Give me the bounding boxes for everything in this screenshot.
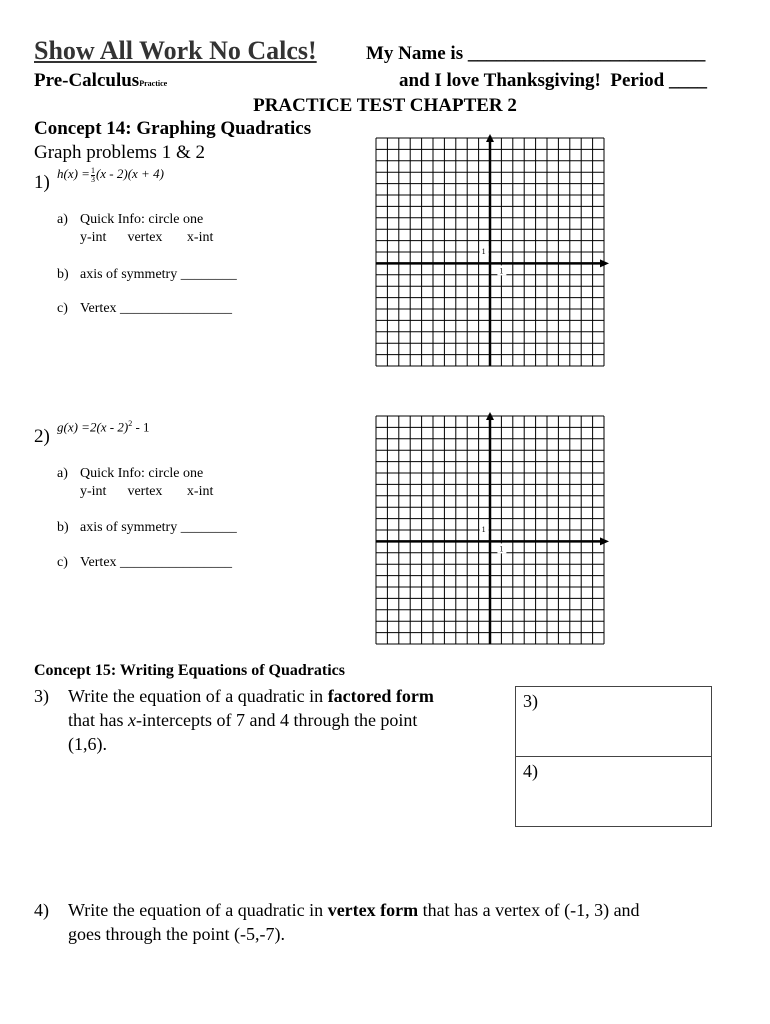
q3-bold: factored form xyxy=(327,686,434,706)
name-line xyxy=(366,43,705,65)
q4-pre: Write the equation of a quadratic in xyxy=(68,900,328,920)
p2-item-c-text: Vertex ________________ xyxy=(80,555,233,570)
grid-1[interactable] xyxy=(370,132,610,372)
q4-bold: vertex form xyxy=(327,900,419,920)
course-note: Practice xyxy=(139,79,168,88)
course-line xyxy=(34,70,167,92)
concept14-heading: Concept 14: Graphing Quadratics xyxy=(34,118,312,139)
problem-2-equation xyxy=(57,419,150,435)
worksheet-title: Show All Work No Calcs! xyxy=(34,36,317,65)
name-blank: _________________________ xyxy=(467,43,706,64)
p1-item-c-text: Vertex ________________ xyxy=(80,301,233,316)
name-label: My Name is xyxy=(366,43,464,64)
q3-post-1: that has xyxy=(68,710,128,730)
q4-number: 4) xyxy=(34,900,49,920)
q3-post-2: -intercepts of 7 and 4 through the point xyxy=(136,710,418,730)
p2-circle-options: y-int vertex x-int xyxy=(80,484,214,499)
answer-box-3[interactable] xyxy=(515,686,712,757)
question-4 xyxy=(34,898,734,948)
p1-item-a-label: a) xyxy=(57,212,68,227)
q3-number: 3) xyxy=(34,686,49,706)
test-title: PRACTICE TEST CHAPTER 2 xyxy=(253,95,517,116)
eq1-lhs: h(x) = xyxy=(57,166,90,181)
p2-item-a-text: Quick Info: circle one xyxy=(80,466,204,481)
q3-text xyxy=(68,684,488,756)
p2-item-b-text: axis of symmetry ________ xyxy=(80,520,237,535)
question-3 xyxy=(34,684,494,759)
problem-1-equation xyxy=(57,166,164,184)
answer-box-3-label: 3) xyxy=(523,691,538,711)
eq2-exponent: 2 xyxy=(128,419,133,428)
answer-box-4[interactable] xyxy=(515,756,712,827)
eq1-fraction xyxy=(91,167,95,184)
q3-post-3: (1,6). xyxy=(68,734,107,754)
period-label: Period xyxy=(610,70,665,91)
problem-1-number: 1) xyxy=(34,172,50,193)
p1-item-c-label: c) xyxy=(57,301,68,316)
tick-label-x: 1 xyxy=(499,544,504,554)
eq1-frac-den: 3 xyxy=(90,174,95,184)
p1-circle-options: y-int vertex x-int xyxy=(80,230,214,245)
concept15-heading: Concept 15: Writing Equations of Quadratics xyxy=(34,662,345,679)
p2-item-a-label: a) xyxy=(57,466,68,481)
p1-item-b-text: axis of symmetry ________ xyxy=(80,267,237,282)
q4-text xyxy=(68,898,748,946)
p2-item-b-label: b) xyxy=(57,520,69,535)
thanks-text: and I love Thanksgiving! xyxy=(399,70,601,91)
course-name: Pre-Calculus xyxy=(34,70,140,91)
q3-pre: Write the equation of a quadratic in xyxy=(68,686,328,706)
eq2-tail: - 1 xyxy=(135,419,150,435)
eq1-rhs: (x - 2)(x + 4) xyxy=(95,166,164,181)
q4-post-2: goes through the point (-5,-7). xyxy=(68,924,285,944)
q4-post-1: that has a vertex of (-1, 3) and xyxy=(418,900,640,920)
tick-label-x: 1 xyxy=(499,266,504,276)
tick-label-y: 1 xyxy=(481,525,486,534)
period-blank: ____ xyxy=(668,70,707,91)
thanks-period-line xyxy=(399,70,707,92)
p2-item-c-label: c) xyxy=(57,555,68,570)
eq2-lhs: g(x) =2(x - 2) xyxy=(57,419,129,435)
p1-item-a-text: Quick Info: circle one xyxy=(80,212,204,227)
tick-label-y: 1 xyxy=(481,247,486,256)
graph-instruction: Graph problems 1 & 2 xyxy=(34,142,205,163)
q3-italic: x xyxy=(128,710,136,730)
p1-item-b-label: b) xyxy=(57,267,69,282)
answer-box-4-label: 4) xyxy=(523,761,538,781)
problem-2-number: 2) xyxy=(34,426,50,447)
grid-2[interactable] xyxy=(370,410,610,650)
eq1-frac-num: 1 xyxy=(90,165,95,175)
